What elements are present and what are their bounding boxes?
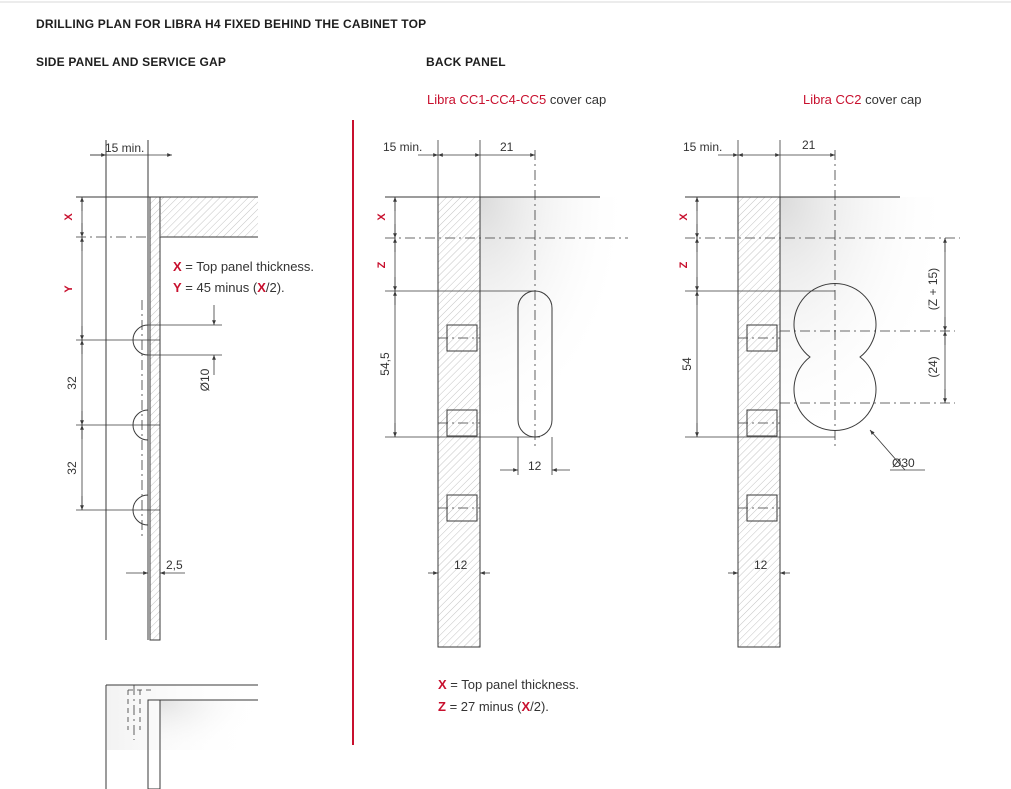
legend-back-z-key: Z xyxy=(438,699,446,714)
dim-side-2-5: 2,5 xyxy=(166,558,183,572)
dim-cc1-15-min: 15 min. xyxy=(383,140,423,154)
dim-cc2-15-min: 15 min. xyxy=(683,140,723,154)
dim-cc2-21: 21 xyxy=(802,138,816,152)
legend-side-y-key: Y xyxy=(173,280,182,295)
dim-cc2-z-plus-15: (Z + 15) xyxy=(926,267,940,311)
legend-back-z-text-b: /2). xyxy=(530,699,549,714)
caption-cc1-product: Libra CC1-CC4-CC5 xyxy=(427,92,547,107)
legend-side-y xyxy=(173,280,285,295)
legend-side-x-key: X xyxy=(173,259,182,274)
legend-side-y-text-a: = 45 minus ( xyxy=(181,280,258,295)
legend-side-x xyxy=(173,259,314,274)
dim-side-phi10: Ø10 xyxy=(198,368,212,392)
dim-cc1-panel-12: 12 xyxy=(454,558,468,572)
legend-back-z xyxy=(438,699,549,714)
legend-back-z-key2: X xyxy=(521,699,531,714)
dim-side-x: X xyxy=(63,213,75,221)
legend-side-y-key2: X xyxy=(257,280,266,295)
dim-cc2-x: X xyxy=(678,213,690,221)
dim-side-15-min: 15 min. xyxy=(105,141,145,155)
dim-cc1-slot-12: 12 xyxy=(528,459,542,473)
dim-cc2-phi30: Ø30 xyxy=(892,456,915,470)
dim-cc1-21: 21 xyxy=(500,140,514,154)
page-title: DRILLING PLAN FOR LIBRA H4 FIXED BEHIND THE CABINET TOP xyxy=(36,17,427,31)
dim-cc2-54: 54 xyxy=(680,357,694,371)
section-title-back-panel: BACK PANEL xyxy=(426,55,506,69)
section-title-side-panel: SIDE PANEL AND SERVICE GAP xyxy=(36,55,227,69)
back-panel-drawing-cc1 xyxy=(385,140,630,647)
legend-back-x-key: X xyxy=(438,677,447,692)
back-panel-drawing-cc2 xyxy=(685,140,960,647)
dim-cc1-54-5: 54,5 xyxy=(378,352,392,376)
dim-cc1-x: X xyxy=(376,213,388,221)
legend-side-x-text: = Top panel thickness. xyxy=(181,259,315,274)
legend-back-z-text-a: = 27 minus ( xyxy=(445,699,522,714)
legend-back-x-text: = Top panel thickness. xyxy=(446,677,580,692)
side-panel-drawing xyxy=(76,140,258,789)
legend-side-y-text-b: /2). xyxy=(265,280,285,295)
dim-side-32-upper: 32 xyxy=(65,376,79,390)
dim-cc1-z: Z xyxy=(376,261,388,269)
dim-side-y: Y xyxy=(63,285,75,293)
dim-cc2-z: Z xyxy=(678,261,690,269)
dim-cc2-panel-12: 12 xyxy=(754,558,768,572)
dim-side-32-lower: 32 xyxy=(65,461,79,475)
caption-cc1-suffix: cover cap xyxy=(546,92,607,107)
dim-cc2-24: (24) xyxy=(926,356,940,378)
caption-cc2-product: Libra CC2 xyxy=(803,92,862,107)
legend-back-x xyxy=(438,677,579,692)
caption-cc2-suffix: cover cap xyxy=(861,92,922,107)
